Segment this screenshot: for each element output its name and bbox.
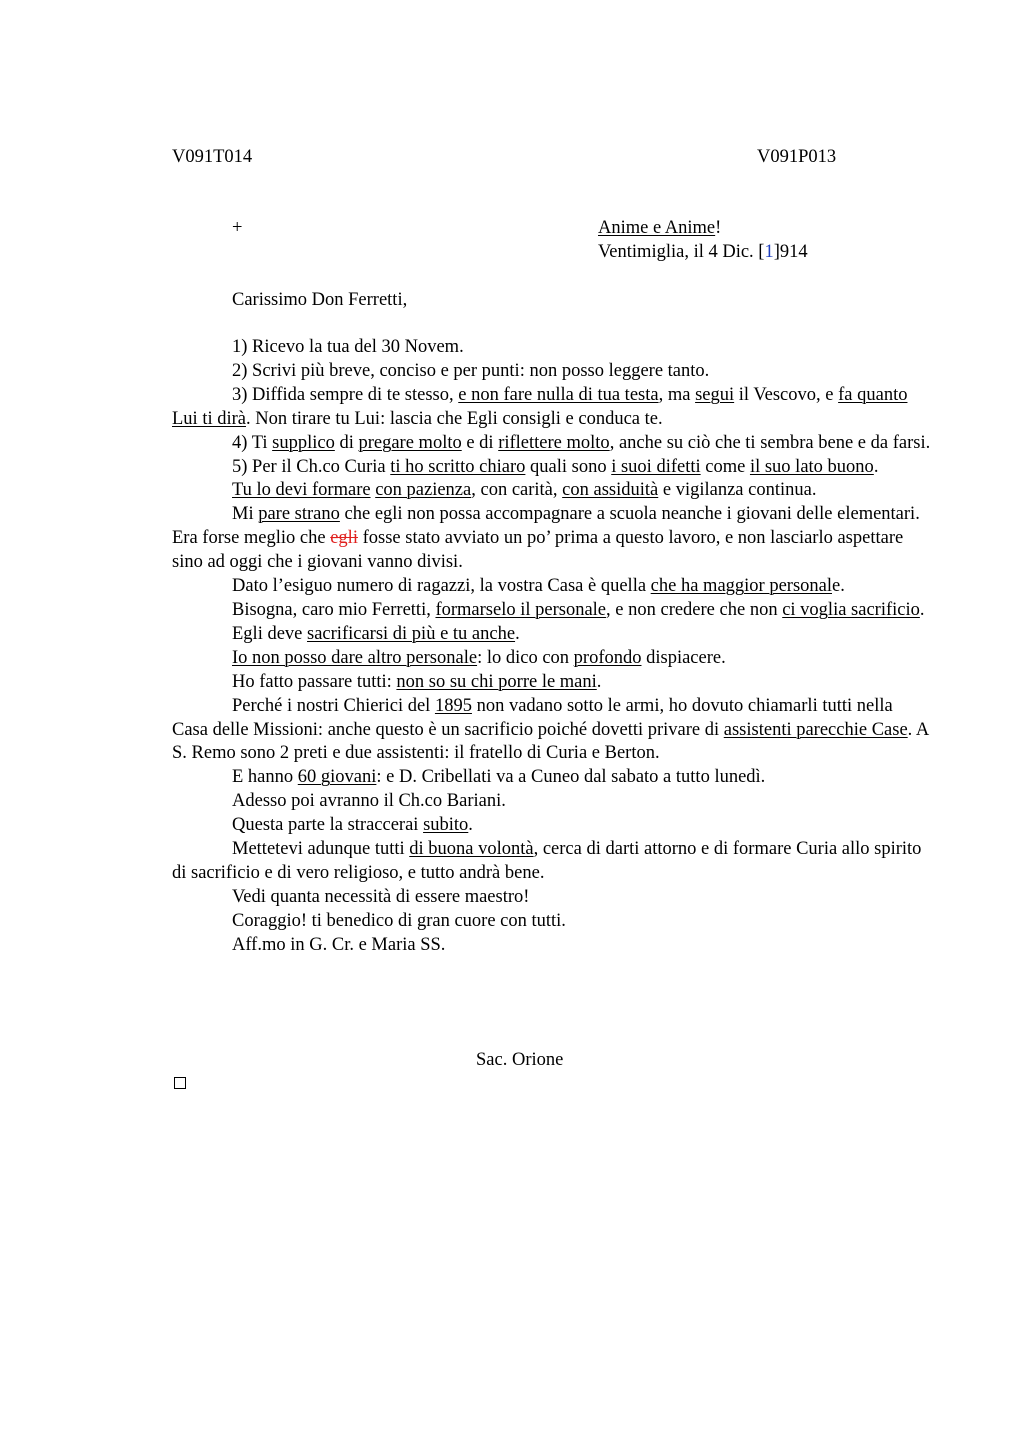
text: . Non tirare tu Lui: lascia che Egli consigli e conduca te. (245, 408, 663, 429)
text: . (515, 623, 520, 644)
text: Coraggio! ti benedico di gran cuore con tutti. (232, 910, 566, 931)
paragraph-2 (172, 360, 932, 384)
struck-text: egli (330, 528, 358, 549)
text: e di (461, 432, 499, 453)
text: Mettetevi adunque tutti (232, 839, 410, 860)
text: . A S. Remo sono 2 preti e due assistenti: il fratello di Curia e Berton. (172, 719, 929, 764)
text: Questa parte la straccerai (232, 815, 424, 836)
place-date (598, 242, 808, 263)
text: non vadano sotto le armi, ho dovuto chiamarli tutti nella Casa delle Missioni: anche questo è un sacrificio poiché dovetti privare di (172, 695, 893, 740)
underlined-text: con pazienza (375, 480, 472, 501)
paragraph-1 (172, 336, 932, 360)
paragraph-12 (172, 671, 932, 695)
text: , con carità, (471, 480, 563, 501)
document-code-left: V091T014 (172, 147, 253, 167)
salutation: Carissimo Don Ferretti, (232, 290, 408, 310)
paragraph-20 (172, 934, 932, 958)
paragraph-3 (172, 384, 932, 432)
underlined-text: sacrificarsi di più e tu anche (307, 623, 516, 644)
paragraph-11 (172, 647, 932, 671)
text: Adesso poi avranno il Ch.co Bariani. (232, 791, 506, 812)
text: Aff.mo in G. Cr. e Maria SS. (232, 934, 446, 955)
text: 4) Ti (232, 432, 273, 453)
text: : lo dico con (477, 647, 574, 668)
text: . (468, 815, 473, 836)
underlined-text: non so su chi porre le mani (396, 671, 597, 692)
end-square-icon (174, 1077, 186, 1089)
text: Mi (232, 504, 259, 525)
underlined-text: subito (423, 815, 469, 836)
cross-mark: + (232, 218, 243, 238)
text: . (873, 456, 879, 477)
paragraph-18 (172, 886, 932, 910)
document-code-right: V091P013 (757, 147, 837, 167)
text: fosse stato avviato un po’ prima a questo lavoro, e non lasciarlo aspettare sino ad oggi che i giovani vanno divisi. (172, 528, 904, 573)
underlined-text: pregare molto (358, 432, 462, 453)
underlined-text: il suo lato buono (749, 456, 874, 477)
text: , e non credere che non (606, 599, 783, 620)
underlined-text: e non fare nulla di tua testa (458, 384, 659, 405)
paragraph-15 (172, 790, 932, 814)
text: Ho fatto passare tutti: (232, 671, 397, 692)
text: dispiacere. (641, 647, 726, 668)
paragraph-7 (172, 503, 932, 575)
text: 2) Scrivi più breve, conciso e per punti: non posso leggere tanto. (232, 360, 710, 381)
paragraph-19 (172, 910, 932, 934)
text: : e D. Cribellati va a Cuneo dal sabato a tutto lunedì. (376, 767, 766, 788)
text: Bisogna, caro mio Ferretti, (232, 599, 436, 620)
place-date-end: ]914 (773, 242, 808, 262)
paragraph-5 (172, 456, 932, 480)
paragraph-13 (172, 695, 932, 767)
underlined-text: ti ho scritto chiaro (390, 456, 526, 477)
underlined-text: i suoi difetti (611, 456, 701, 477)
text: 5) Per il Ch.co Curia (232, 456, 391, 477)
text: 1) Ricevo la tua del 30 Novem. (232, 337, 464, 357)
text: , anche su ciò che ti sembra bene e da farsi. (609, 432, 931, 453)
text: 3) Diffida sempre di te stesso, (232, 384, 459, 405)
text: e vigilanza continua. (658, 480, 817, 501)
text: quali sono (525, 456, 612, 477)
underlined-text: assistenti parecchie Case (723, 719, 908, 740)
text: E hanno (232, 767, 298, 788)
text: , cerca di darti attorno e di formare Curia allo spirito di sacrificio e di vero religioso, e tutto andrà bene. (172, 839, 922, 883)
underlined-text: di buona volontà (409, 839, 534, 860)
text: Perché i nostri Chierici del (232, 695, 435, 716)
underlined-text: pare strano (258, 504, 340, 525)
text: , ma (658, 384, 696, 405)
underlined-text: che ha maggior personal (650, 576, 833, 597)
paragraph-14 (172, 766, 932, 790)
text: . (596, 671, 602, 692)
text: Dato l’esiguo numero di ragazzi, la vostra Casa è quella (232, 576, 651, 597)
signature: Sac. Orione (476, 1050, 564, 1070)
underlined-text: profondo (573, 647, 642, 668)
underlined-text: fa quanto Lui ti dirà (172, 384, 908, 429)
paragraph-10 (172, 623, 932, 647)
motto-punct: ! (715, 218, 722, 238)
underlined-text: formarselo il personale (435, 599, 607, 620)
paragraph-17 (172, 838, 932, 886)
text: Egli deve (232, 623, 308, 644)
motto: Anime e Anime (598, 218, 716, 238)
motto-line (598, 218, 721, 239)
underlined-text: con assiduità (562, 480, 659, 501)
paragraph-16 (172, 814, 932, 838)
text: Vedi quanta necessità di essere maestro! (232, 886, 530, 907)
letter-body (172, 336, 932, 958)
underlined-text: 60 giovani (297, 767, 377, 788)
underlined-text: ci voglia sacrificio (782, 599, 920, 620)
text: e. (832, 576, 845, 597)
text: . (919, 599, 925, 620)
text: di (334, 432, 359, 453)
underlined-text: Io non posso dare altro personale (232, 647, 478, 668)
paragraph-4 (172, 432, 932, 456)
text: che egli non possa accompagnare a scuola neanche i giovani delle elementari. Era forse meglio che (172, 504, 920, 549)
underlined-text: Tu lo devi formare (232, 480, 371, 501)
paragraph-6 (172, 479, 932, 503)
underlined-text: riflettere molto (498, 432, 610, 453)
underlined-text: segui (695, 384, 735, 405)
editorial-insertion: 1 (764, 242, 774, 262)
paragraph-8 (172, 575, 932, 599)
underlined-text: supplico (272, 432, 335, 453)
text: come (700, 456, 750, 477)
underlined-text: 1895 (434, 695, 472, 716)
place-date-start: Ventimiglia, il 4 Dic. [ (598, 242, 765, 262)
text: il Vescovo, e (734, 384, 839, 405)
paragraph-9 (172, 599, 932, 623)
